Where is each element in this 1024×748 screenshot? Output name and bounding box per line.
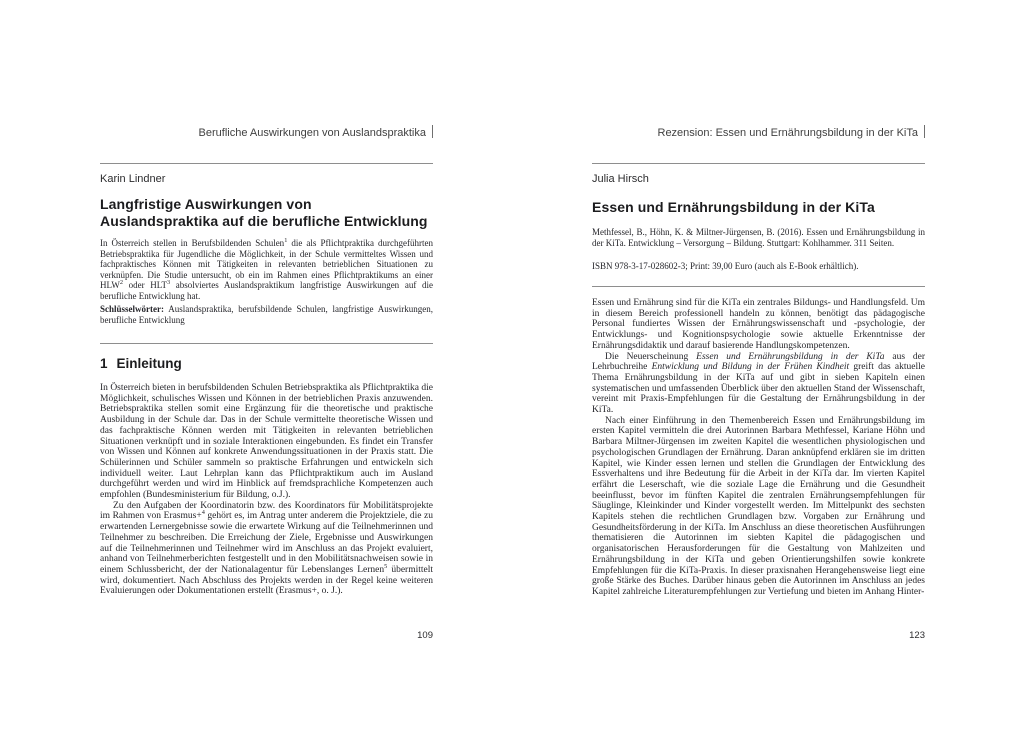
book-reference: Methfessel, B., Höhn, K. & Miltner-Jürgensen, B. (2016). Essen und Ernährungsbildung in der KiTa. Entwicklung – Versorgung – Bildung. Stuttgart: Kohlhammer. 311 Seiten. [592,227,925,248]
page-number-left: 109 [417,630,433,641]
section-title: Einleitung [116,356,182,371]
body-paragraph: Die Neuerscheinung Essen und Ernährungsbildung in der KiTa aus der Lehrbuchreihe Entwicklung und Bildung in der Frühen Kindheit greift das aktuelle Thema Ernährungsbildung in der KiTa auf und gibt in sieben Kapiteln einen systematischen und umfassenden Überblick über den aktuellen Stand der Wissenschaft, vereint mit Praxis-Empfehlungen für die Gestaltung der Ernährungsbildung in der KiTa. [592,351,926,416]
running-head-divider [432,125,433,138]
body-paragraph: Essen und Ernährung sind für die KiTa ein zentrales Bildungs- und Handlungsfeld. Um in diesem Bereich professionell handeln zu können, benötigt das pädagogische Personal fundiertes Wissen der Ernährungswissenschaft und -psychologie, der Entwicklungs- und Kognitionspsychologie sowie aktuelle Erkenntnisse der Ernährungsdidaktik und darauf basierende Handlungskompetenzen. [592,298,925,351]
running-head-left-text: Berufliche Auswirkungen von Auslandspraktika [198,127,426,139]
page-right [592,0,925,748]
article-title-right: Essen und Ernährungsbildung in der KiTa [592,199,875,215]
author-name-left: Karin Lindner [100,173,166,185]
running-head-right-text: Rezension: Essen und Ernährungsbildung in der KiTa [657,127,918,139]
keywords-list: Auslandspraktika, berufsbildende Schulen, langfristige Auswirkungen, berufliche Entwicklung [100,304,433,325]
section-number: 1 [100,356,108,371]
section-heading [100,356,182,371]
rule-mid-right [592,286,925,287]
keywords-paragraph [100,304,433,325]
body-paragraph: In Österreich bieten in berufsbildenden Schulen Betriebspraktika als Pflichtpraktika die Möglichkeit, schulisches Wissen und Können in der betrieblichen Praxis anzuwenden. Betriebspraktika stellen somit eine Ergänzung für die theoretische und praktische Ausbildung in der Schule dar. Das in der Schule vermittelte theoretische Wissen und das fachpraktische Können werden mit Tätigkeiten in relevanten betrieblichen Situationen verknüpft und in soziale Interaktionen eingebunden. Es findet ein Transfer von Wissen und Können auf konkrete Anwendungssituationen in der Praxis statt. Die Schülerinnen und Schüler sammeln so praktische Erfahrungen und entwickeln sich individuell weiter. Laut Lehrplan kann das Pflichtpraktikum auch im Ausland durchgeführt werden und wird im Hinblick auf fremdsprachliche Kompetenzen auch empfohlen (Bundesministerium für Bildung, o.J.). [100,383,433,501]
body-paragraph: Zu den Aufgaben der Koordinatorin bzw. des Koordinators für Mobilitätsprojekte im Rahmen von Erasmus+$^4$ gehört es, im Antrag unter anderem die Projektziele, die zu erwartenden Lernergebnisse sowie die erwartete Wirkung auf die Teilnehmerinnen und Teilnehmer zu beschreiben. Die Erreichung der Ziele, Ergebnisse und Auswirkungen auf die Teilnehmerinnen und Teilnehmer wird im Anschluss an das Projekt evaluiert, anhand von Teilnehmerberichten festgestellt und in den Mobilitätsnachweisen sowie in einem Schlussbericht, der der Nationalagentur für Lebenslanges Lernen$^5$ übermittelt wird, dokumentiert. Nach Abschluss des Projekts werden in der Regel keine weiteren Evaluierungen oder Dokumentationen erstellt (Erasmus+, o. J.). [100,500,433,597]
rule-top-left [100,163,433,164]
article-title-left: Langfristige Auswirkungen von Auslandspraktika auf die berufliche Entwicklung [100,196,428,229]
running-head-right [592,125,925,139]
rule-mid-left [100,343,433,344]
running-head-divider [924,125,925,138]
rule-top-right [592,163,925,164]
author-name-right: Julia Hirsch [592,173,649,185]
isbn-line: ISBN 978-3-17-028602-3; Print: 39,00 Euro (auch als E-Book erhältlich). [592,261,859,271]
body-paragraph: Nach einer Einführung in den Themenbereich Essen und Ernährungsbildung im ersten Kapitel vermitteln die drei Autorinnen Barbara Methfessel, Kariane Höhn und Barbara Miltner-Jürgensen im zweiten Kapitel die wesentlichen physiologischen und psychologischen Grundlagen der Ernährung. Daran anknüpfend erklären sie im dritten Kapitel, wie Kinder essen lernen und stellen die Grundlagen der Entwicklung des Essverhaltens und ihre Bedeutung für die Arbeit in der KiTa dar. Im vierten Kapitel erfährt die Leserschaft, wie die soziale Lage die Ernährung und die Gesundheit beeinflusst, bevor im fünften Kapitel die zentralen Ernährungsempfehlungen für Säuglinge, Kleinkinder und Kinder vorgestellt werden. Im Mittelpunkt des sechsten Kapitels stehen die rechtlichen Grundlagen bzw. Vorgaben zur Ernährung und Gesundheitsförderung in der KiTa. Im Anschluss an diese theoretischen Ausführungen thematisieren die Autorinnen im siebten Kapitel die pädagogischen und organisatorischen Herausforderungen für die Gestaltung von Mahlzeiten und Ernährungsbildung in der KiTa und geben Orientierungshilfen sowie konkrete Empfehlungen für die KiTa-Praxis. In dieser praxisnahen Herangehensweise liegt eine große Stärke des Buches. Darüber hinaus geben die Autorinnen im Anschluss an jedes Kapitel zahlreiche Literaturempfehlungen zur Vertiefung und bieten im Anhang Hinter- [592,415,925,597]
keywords-label: Schlüsselwörter: [100,304,164,314]
page-number-right: 123 [909,630,925,641]
page-left [100,0,433,748]
abstract-paragraph: In Österreich stellen in Berufsbildenden Schulen$^1$ die als Pflichtpraktika durchgeführten Betriebspraktika für Jugendliche die Möglichkeit, in der Schule vermitteltes Wissen und fachpraktisches Können mit Tätigkeiten in relevanten betrieblichen Situationen zu verknüpfen. Die Studie untersucht, ob ein im Rahmen eines Pflichtpraktikums an einer HLW$^2$ oder HLT$^3$ absolviertes Auslandspraktikum langfristige Auswirkungen auf die berufliche Entwicklung hat. [100,237,433,301]
body-text-left [100,383,433,597]
body-text-right [592,298,925,598]
running-head-left [100,125,433,139]
